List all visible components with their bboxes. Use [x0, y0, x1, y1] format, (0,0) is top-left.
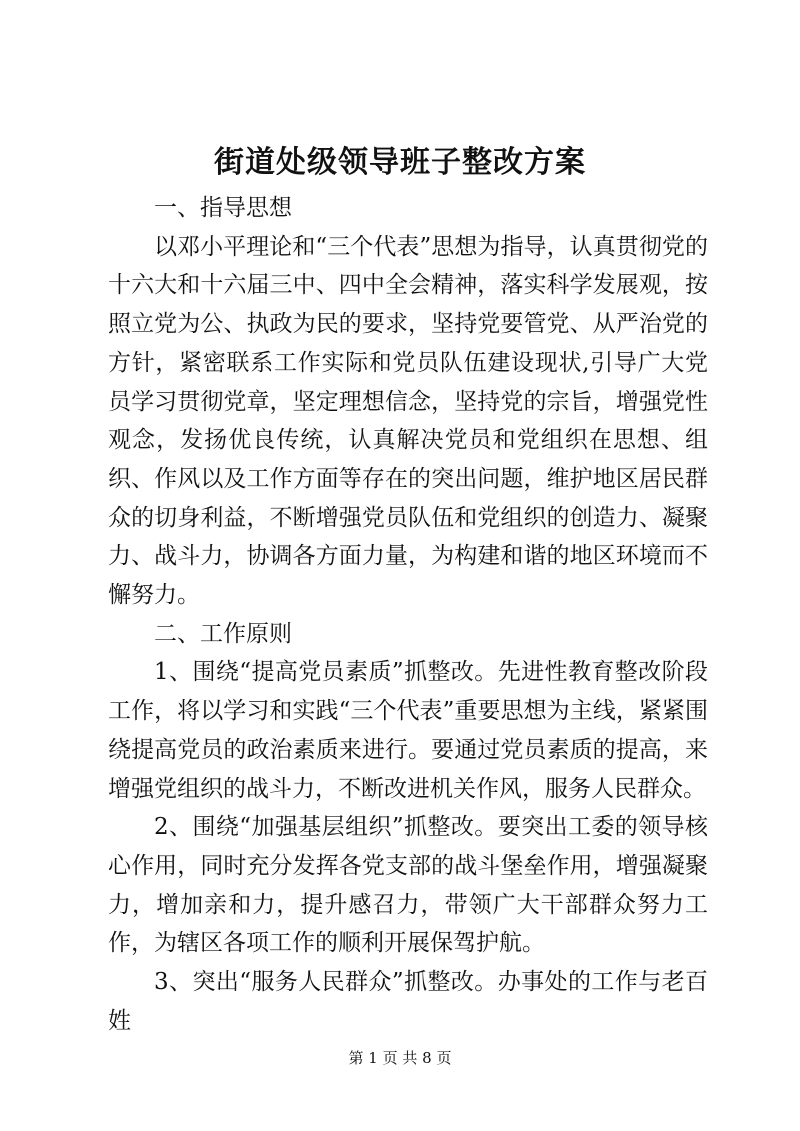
- body-paragraph: 1、围绕“提高党员素质”抓整改。先进性教育整改阶段工作，将以学习和实践“三个代表”重要思想为主线，紧紧围绕提高党员的政治素质来进行。要通过党员素质的提高，来增强党组织的战斗力，不断改进机关作风，服务人民群众。: [108, 659, 708, 802]
- body-paragraph: 3、突出“服务人民群众”抓整改。办事处的工作与老百姓: [108, 969, 708, 1034]
- document-title: 街道处级领导班子整改方案: [214, 145, 586, 180]
- page-number-footer: 第 1 页 共 8 页: [348, 1049, 452, 1067]
- section-heading: 二、工作原则: [154, 620, 292, 647]
- body-paragraph: 以邓小平理论和“三个代表”思想为指导，认真贯彻党的十六大和十六届三中、四中全会精神，落实科学发展观，按照立党为公、执政为民的要求，坚持党要管党、从严治党的方针，紧密联系工作实际和党员队伍建设现状,引导广大党员学习贯彻党章，坚定理想信念，坚持党的宗旨，增强党性观念，发扬优良传统，认真解决党员和党组织在思想、组织、作风以及工作方面等存在的突出问题，维护地区居民群众的切身利益，不断增强党员队伍和党组织的创造力、凝聚力、战斗力，协调各方面力量，为构建和谐的地区环境而不懈努力。: [108, 233, 708, 609]
- body-paragraph: 2、围绕“加强基层组织”抓整改。要突出工委的领导核心作用，同时充分发挥各党支部的战斗堡垒作用，增强凝聚力，增加亲和力，提升感召力，带领广大干部群众努力工作，为辖区各项工作的顺利开展保驾护航。: [108, 814, 708, 957]
- document-body: [108, 189, 708, 1040]
- section-heading: 一、指导思想: [154, 195, 292, 221]
